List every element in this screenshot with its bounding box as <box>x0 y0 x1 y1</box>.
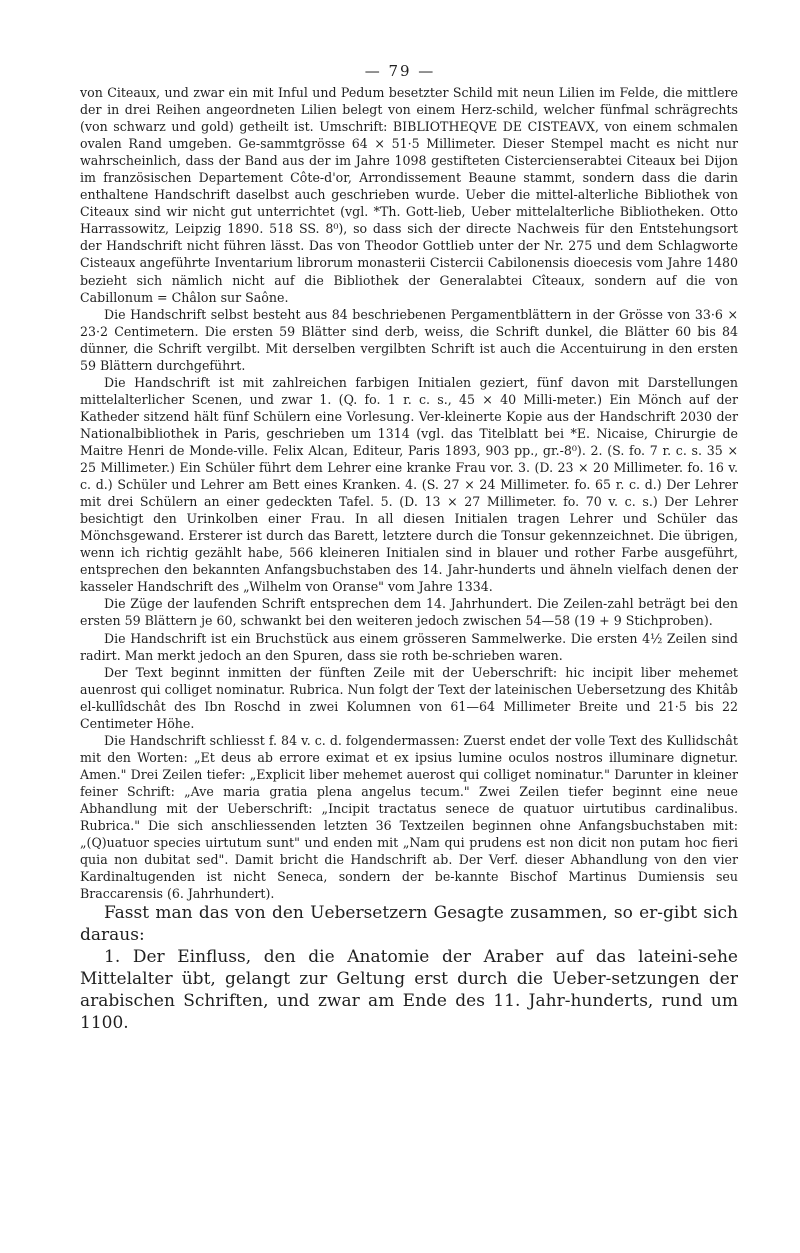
summary-section <box>80 902 738 1034</box>
paragraph-text-beginning: Der Text beginnt inmitten der fünften Zeile mit der Ueberschrift: hic incipit liber mehemet auenrost qui colliget nominatur. Rubrica. Nun folgt der Text der lateinischen Uebersetzung des Khitâb el-kullîdschât des Ibn Roschd in zwei Kolumnen von 61—64 Millimeter Breite und 21·5 bis 22 Centimeter Höhe. <box>80 664 738 731</box>
main-text <box>80 84 738 902</box>
paragraph-initials: Die Handschrift ist mit zahlreichen farbigen Initialen geziert, fünf davon mit Darstellungen mittelalterlicher Scenen, und zwar 1. (Q. fo. 1 r. c. s., 45 × 40 Milli-meter.) Ein Mönch auf der Katheder sitzend hält fünf Schülern eine Vorlesung. Ver-kleinerte Kopie aus der Handschrift 2030 der Nationalbibliothek in Paris, geschrieben um 1314 (vgl. das Titelblatt bei *E. Nicaise, Chirurgie de Maitre Henri de Monde-ville. Felix Alcan, Editeur, Paris 1893, 903 pp., gr.-8⁰). 2. (S. fo. 7 r. c. s. 35 × 25 Millimeter.) Ein Schüler führt dem Lehrer eine kranke Frau vor. 3. (D. 23 × 20 Millimeter. fo. 16 v. c. d.) Schüler und Lehrer am Bett eines Kranken. 4. (S. 27 × 24 Millimeter. fo. 65 r. c. d.) Der Lehrer mit drei Schülern an einer gedeckten Tafel. 5. (D. 13 × 27 Millimeter. fo. 70 v. c. s.) Der Lehrer besichtigt den Urinkolben einer Frau. In all diesen Initialen tragen Lehrer und Schüler das Mönchsgewand. Ersterer ist durch das Barett, letztere durch die Tonsur gekennzeichnet. Die übrigen, wenn ich richtig gezählt habe, 566 kleineren Initialen sind in blauer und rother Farbe ausgeführt, entsprechen den bekannten Anfangsbuchstaben des 14. Jahr-hunderts und ähneln vielfach denen der kasseler Handschrift des „Wilhelm von Oranse" vom Jahre 1334. <box>80 374 738 595</box>
paragraph-provenance: von Citeaux, und zwar ein mit Inful und Pedum besetzter Schild mit neun Lilien im Felde, die mittlere der in drei Reihen angeordneten Lilien belegt von einem Herz-schild, welcher fünfmal schrägrechts (von schwarz und gold) getheilt ist. Umschrift: BIBLIOTHEQVE DE CISTEAVX, von einem schmalen ovalen Rand umgeben. Ge-sammtgrösse 64 × 51·5 Millimeter. Dieser Stempel macht es nicht nur wahrscheinlich, dass der Band aus der im Jahre 1098 gestifteten Cistercienserabtei Citeaux bei Dijon im französischen Departement Côte-d'or, Arrondissement Beaune stammt, sondern dass die darin enthaltene Handschrift daselbst auch geschrieben wurde. Ueber die mittel-alterliche Bibliothek von Citeaux sind wir nicht gut unterrichtet (vgl. *Th. Gott-lieb, Ueber mittelalterliche Bibliotheken. Otto Harrassowitz, Leipzig 1890. 518 SS. 8⁰), so dass sich der directe Nachweis für den Entstehungsort der Handschrift nicht führen lässt. Das von Theodor Gottlieb unter der Nr. 275 und dem Schlagworte Cisteaux angeführte Inventarium librorum monasterii Cistercii Cabilonensis dioecesis vom Jahre 1480 bezieht sich nämlich nicht auf die Bibliothek der Generalabtei Cîteaux, sondern auf die von Cabillonum = Châlon sur Saône. <box>80 85 738 305</box>
summary-intro: Fasst man das von den Uebersetzern Gesagte zusammen, so er-gibt sich daraus: <box>80 903 738 946</box>
paragraph-script: Die Züge der laufenden Schrift entsprechen dem 14. Jahrhundert. Die Zeilen-zahl beträgt bei den ersten 59 Blättern je 60, schwankt bei den weiteren jedoch zwischen 54—58 (19 + 9 Stichproben). <box>80 596 738 629</box>
summary-point-1: 1. Der Einfluss, den die Anatomie der Araber auf das lateini-sehe Mittelalter übt, gelangt zur Geltung erst durch die Ueber-setzungen der arabischen Schriften, und zwar am Ende des 11. Jahr-hunderts, rund um 1100. <box>80 947 738 1034</box>
paragraph-text-ending: Die Handschrift schliesst f. 84 v. c. d. folgendermassen: Zuerst endet der volle Text des Kullidschât mit den Worten: „Et deus ab errore eximat et ex ipsius lumine oculos nostros illuminare dignetur. Amen." Drei Zeilen tiefer: „Explicit liber mehemet auerost qui colliget nominatur." Darunter in kleiner feiner Schrift: „Ave maria gratia plena angelus tecum." Zwei Zeilen tiefer beginnt eine neue Abhandlung mit der Ueberschrift: „Incipit tractatus senece de quatuor uirtutibus cardinalibus. Rubrica." Die sich anschliessenden letzten 36 Textzeilen beginnen ohne Anfangsbuchstaben mit: „(Q)uatuor species uirtutum sunt" und enden mit „Nam qui prudens est non dicit non putam hoc fieri quia non dubitat sed". Damit bricht die Handschrift ab. Der Verf. dieser Abhandlung von den vier Kardinaltugenden ist nicht Seneca, sondern der be-kannte Bischof Martinus Dumiensis seu Braccarensis (6. Jahrhundert). <box>80 732 738 902</box>
paragraph-physical-description: Die Handschrift selbst besteht aus 84 beschriebenen Pergamentblättern in der Grösse von 33·6 × 23·2 Centimetern. Die ersten 59 Blätter sind derb, weiss, die Schrift dunkel, die Blätter 60 bis 84 dünner, die Schrift vergilbt. Mit derselben vergilbten Schrift ist auch die Accentuirung in den ersten 59 Blättern durchgeführt. <box>80 306 738 373</box>
paragraph-fragment: Die Handschrift ist ein Bruchstück aus einem grösseren Sammelwerke. Die ersten 4½ Zeilen sind radirt. Man merkt jedoch an den Spuren, dass sie roth be-schrieben waren. <box>80 630 738 663</box>
page-number: — 79 — <box>364 62 436 80</box>
